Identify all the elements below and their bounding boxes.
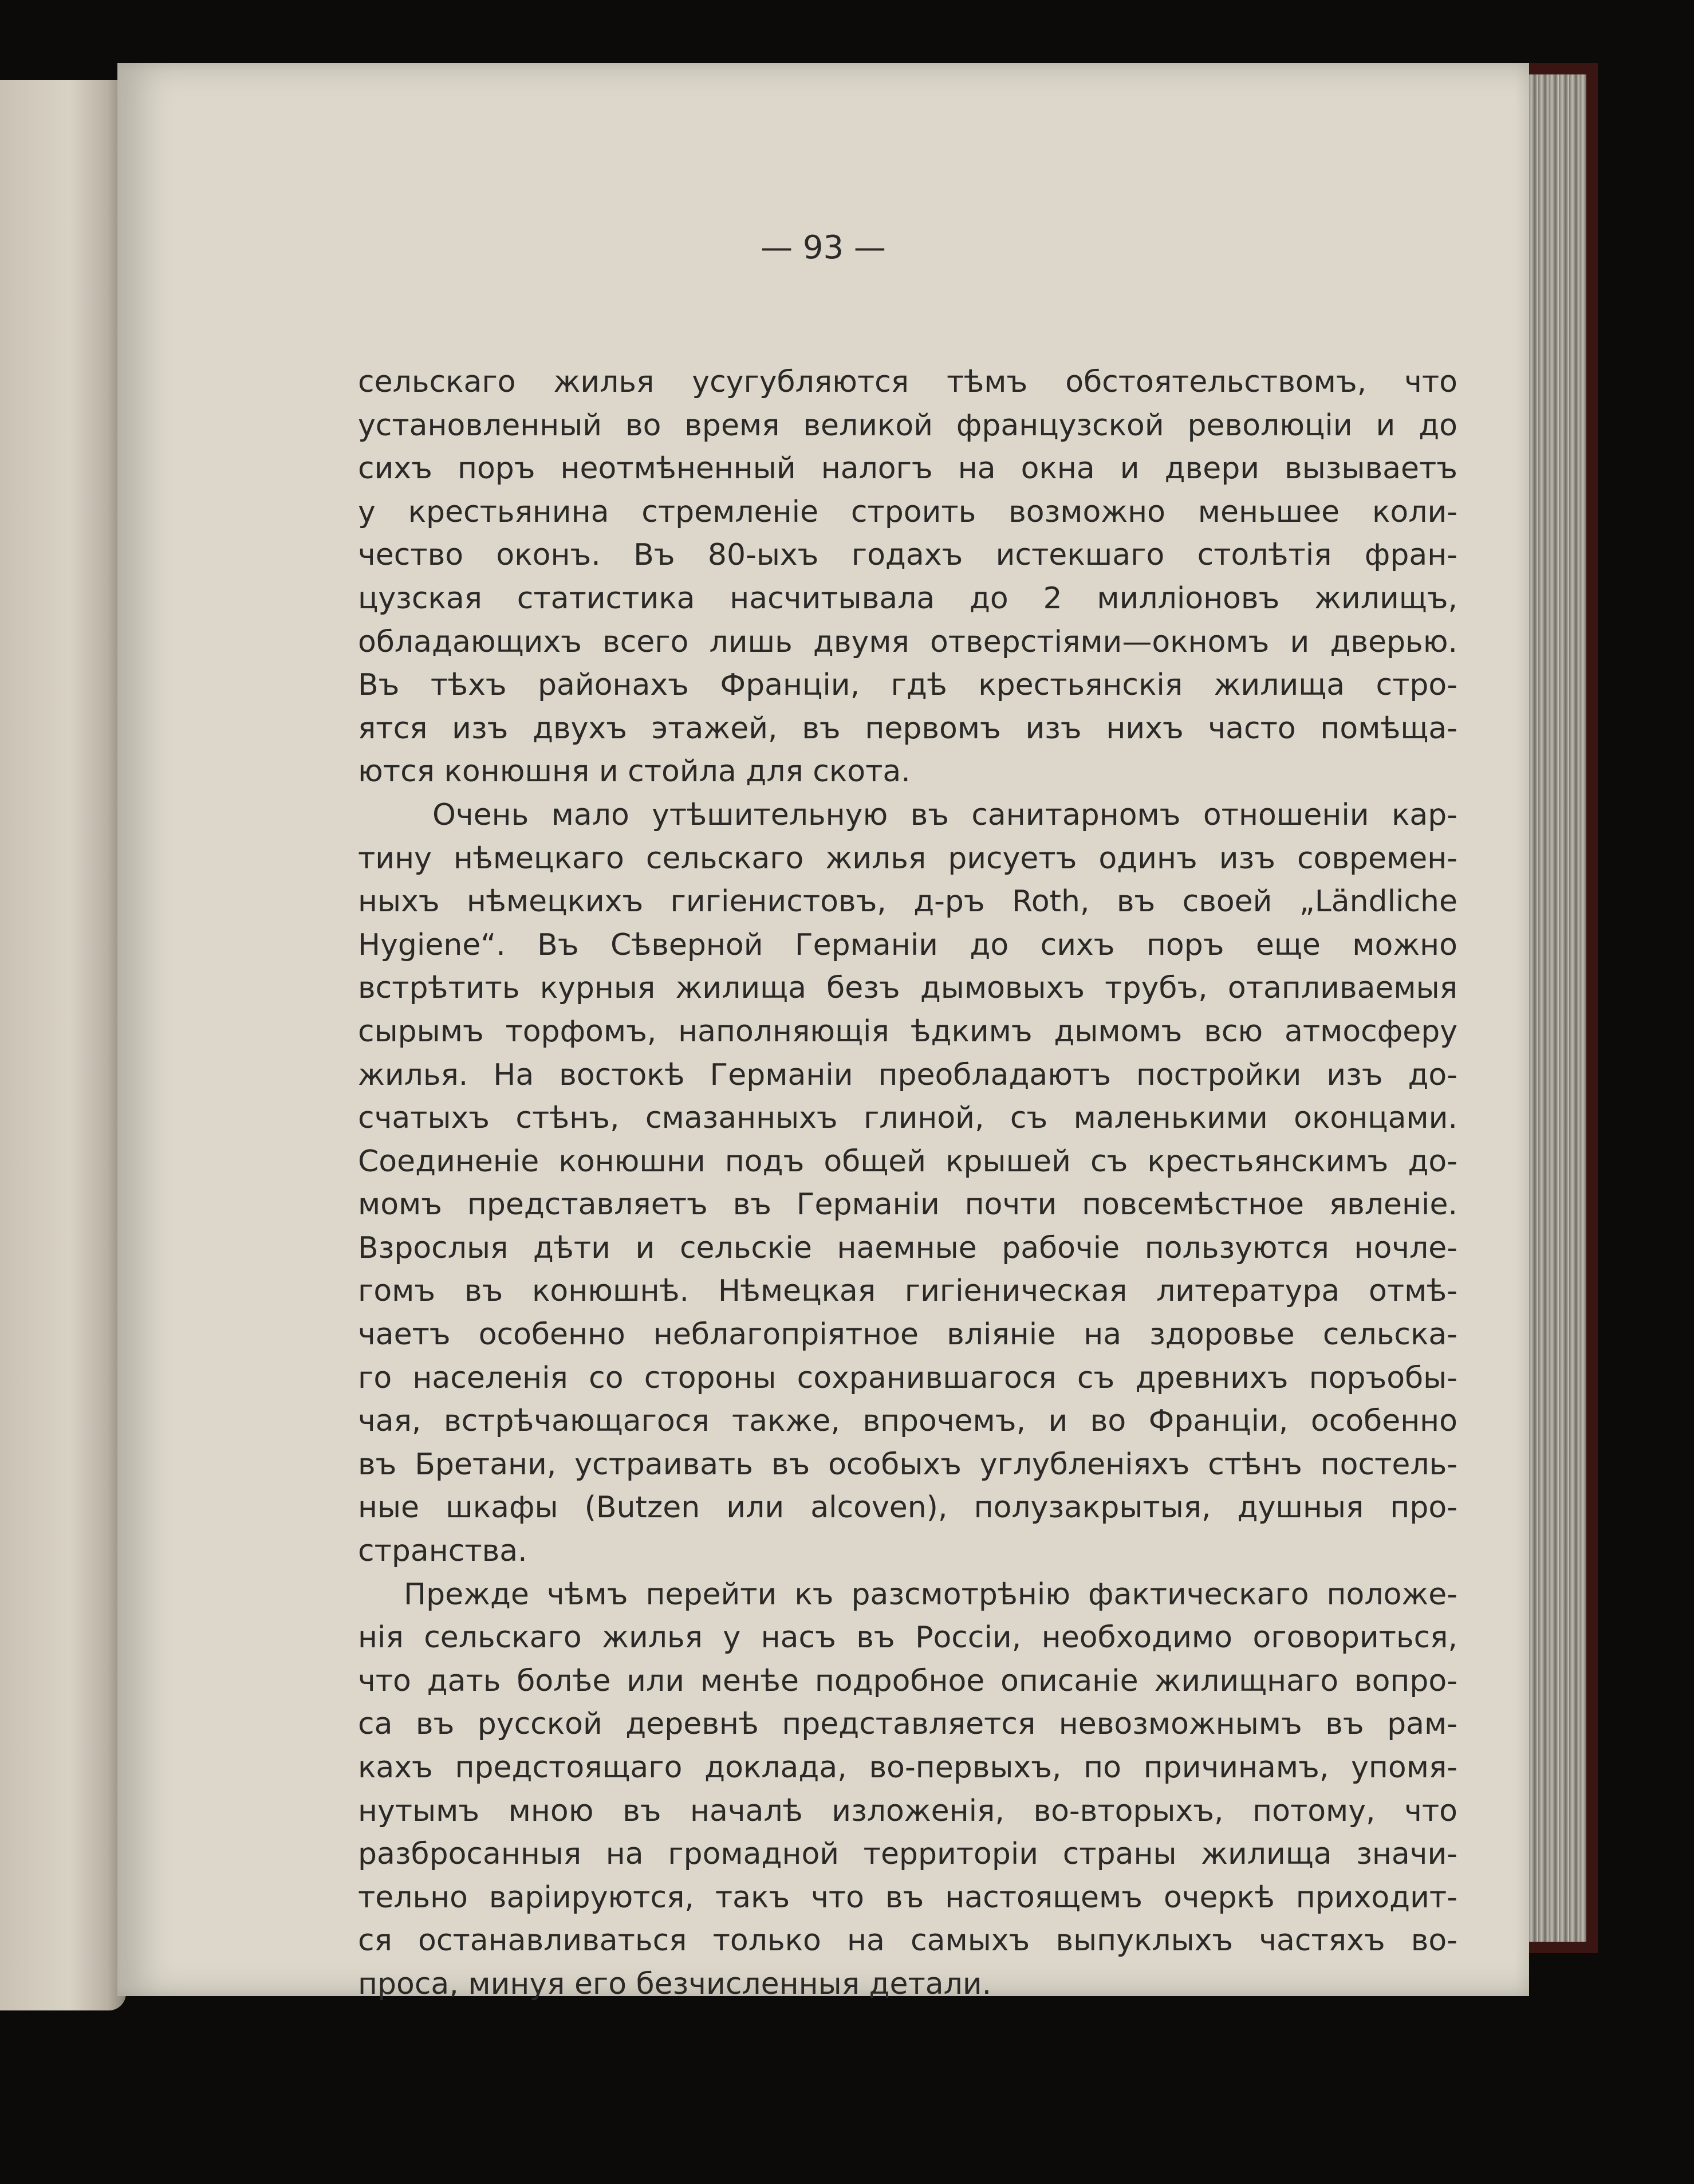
text-line: чество оконъ. Въ 80-ыхъ годахъ истекшаго столѣтiя фран- [358, 538, 1457, 573]
text-line: Hygiene“. Въ Сѣверной Германiи до сихъ поръ еще можно [358, 927, 1457, 962]
text-line: ные шкафы (Butzen или alcoven), полузакрытыя, душныя про- [358, 1490, 1457, 1525]
text-line: кахъ предстоящаго доклада, во-первыхъ, по причинамъ, упомя- [358, 1750, 1457, 1785]
text-line: обладающихъ всего лишь двумя отверстiями—окномъ и дверью. [358, 624, 1457, 659]
text-line: чаетъ особенно неблагопрiятное влiянiе на здоровье сельска- [358, 1317, 1457, 1352]
text-line: Въ тѣхъ районахъ Францiи, гдѣ крестьянскiя жилища стро- [358, 668, 1457, 703]
text-line: момъ представляетъ въ Германiи почти повсемѣстное явленiе. [358, 1187, 1457, 1222]
text-line: ныхъ нѣмецкихъ гигiенистовъ, д-ръ Roth, въ своей „Ländliche [358, 884, 1457, 919]
text-line: разбросанныя на громадной территорiи страны жилища значи- [358, 1837, 1457, 1872]
text-line: жилья. На востокѣ Германiи преобладаютъ постройки изъ до- [358, 1057, 1457, 1092]
text-line: Взрослыя дѣти и сельскiе наемные рабочiе пользуются ночле- [358, 1230, 1457, 1265]
text-line: сихъ поръ неотмѣненный налогъ на окна и двери вызываетъ [358, 451, 1457, 486]
text-line: нiя сельскаго жилья у насъ въ Россiи, необходимо оговориться, [358, 1620, 1457, 1655]
page-number: — 93 — [761, 229, 886, 266]
text-line: у крестьянина стремленiе строить возможно меньшее коли- [358, 494, 1457, 529]
paragraph [358, 794, 1457, 1573]
text-line: Соединенiе конюшни подъ общей крышей съ крестьянскимъ до- [358, 1144, 1457, 1179]
book-page [117, 63, 1529, 2001]
text-line: ятся изъ двухъ этажей, въ первомъ изъ нихъ часто помѣща- [358, 711, 1457, 746]
text-line: тину нѣмецкаго сельскаго жилья рисуетъ одинъ изъ современ- [358, 841, 1457, 876]
body-text [358, 361, 1457, 2006]
text-line: счатыхъ стѣнъ, смазанныхъ глиной, съ маленькими оконцами. [358, 1101, 1457, 1136]
text-line: сырымъ торфомъ, наполняющiя ѣдкимъ дымомъ всю атмосферу [358, 1014, 1457, 1049]
text-line: са въ русской деревнѣ представляется невозможнымъ въ рам- [358, 1707, 1457, 1742]
text-line: въ Бретани, устраивать въ особыхъ углубленiяхъ стѣнъ постель- [358, 1447, 1457, 1482]
text-line: ются конюшня и стойла для скота. [358, 754, 911, 789]
text-line: установленный во время великой французской революцiи и до [358, 408, 1457, 443]
text-line: Очень мало утѣшительную въ санитарномъ отношенiи кар- [432, 797, 1457, 832]
text-line: чая, встрѣчающагося также, впрочемъ, и во Францiи, особенно [358, 1404, 1457, 1439]
text-line: странства. [358, 1534, 527, 1569]
text-line: гомъ въ конюшнѣ. Нѣмецкая гигiеническая литература отмѣ- [358, 1274, 1457, 1309]
paragraph [358, 361, 1457, 794]
text-line: Прежде чѣмъ перейти къ разсмотрѣнiю фактическаго положе- [404, 1577, 1457, 1612]
left-page-edge [0, 80, 126, 2010]
text-line: ся останавливаться только на самыхъ выпуклыхъ частяхъ во- [358, 1923, 1457, 1958]
text-line: го населенiя со стороны сохранившагося съ древнихъ поръобы- [358, 1360, 1457, 1395]
text-line: тельно варiируются, такъ что въ настоящемъ очеркѣ приходит- [358, 1880, 1457, 1915]
text-line: цузская статистика насчитывала до 2 миллiоновъ жилищъ, [358, 581, 1457, 616]
text-line: проса, минуя его безчисленныя детали. [358, 1966, 992, 2001]
text-line: встрѣтить курныя жилища безъ дымовыхъ трубъ, отапливаемыя [358, 971, 1457, 1006]
text-line: что дать болѣе или менѣе подробное описанiе жилищнаго вопро- [358, 1663, 1457, 1698]
text-line: нутымъ мною въ началѣ изложенiя, во-вторыхъ, потому, что [358, 1793, 1457, 1828]
text-line: сельскаго жилья усугубляются тѣмъ обстоятельствомъ, что [358, 365, 1457, 399]
paragraph [358, 1573, 1457, 2006]
